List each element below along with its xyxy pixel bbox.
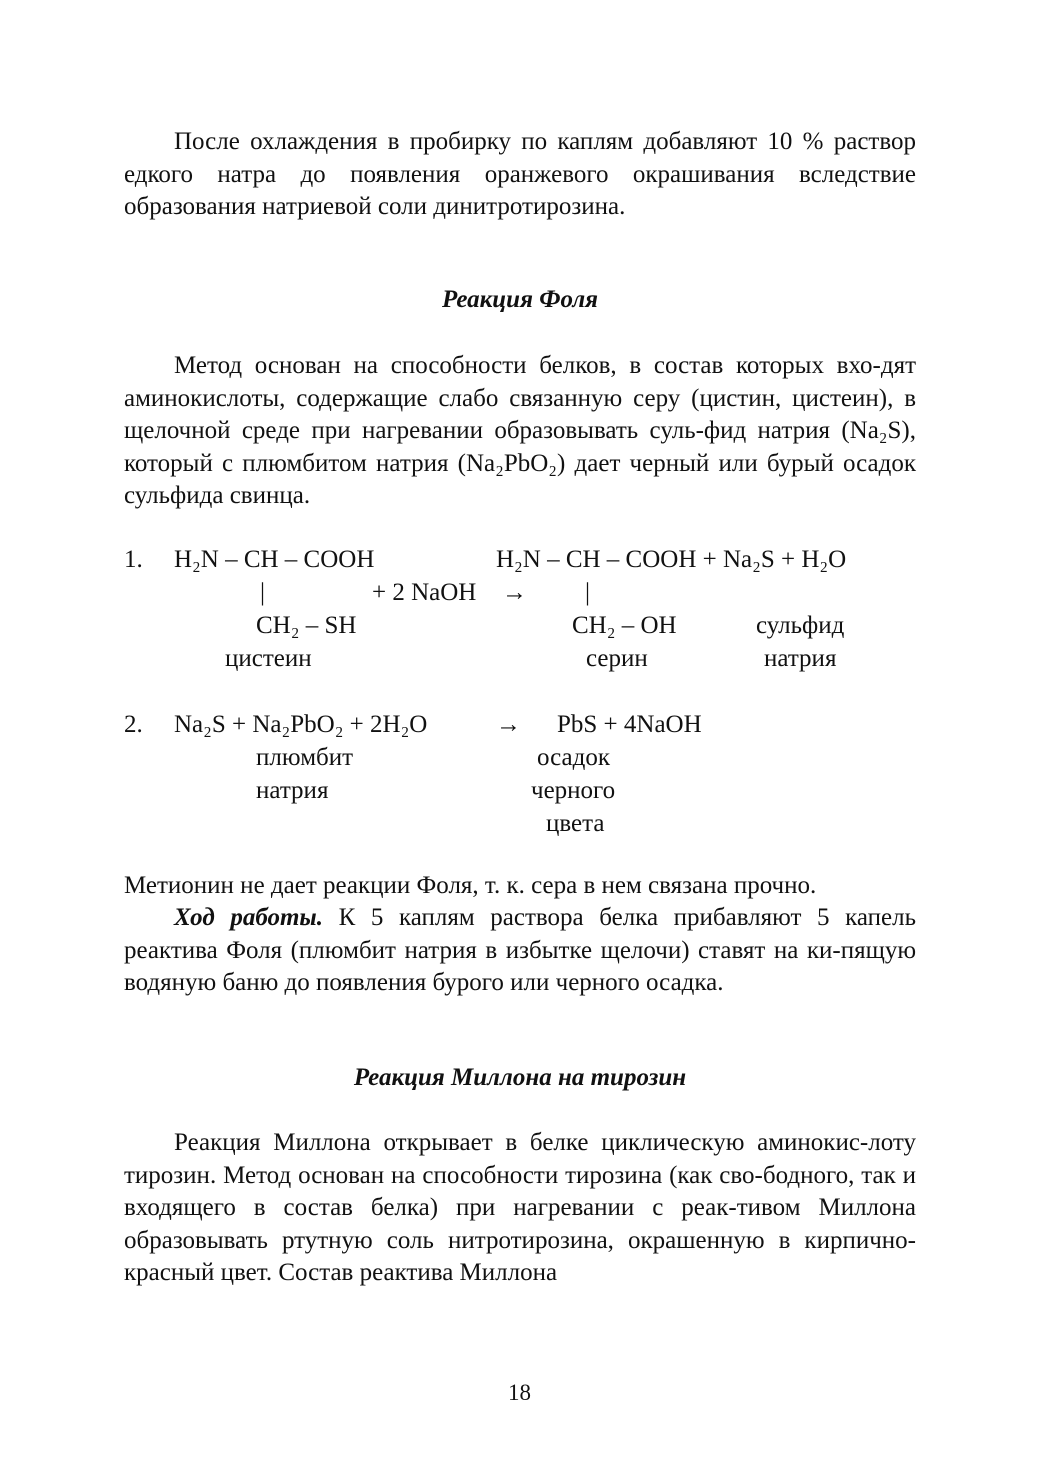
reactants: Na₂S + Na₂PbO₂ + 2H₂O: [174, 711, 428, 738]
heading-millon-reaction: Реакция Миллона на тирозин: [353, 1064, 687, 1091]
cysteine-formula-top: H₂N – CH – COOH: [174, 546, 375, 573]
heading-fol-reaction: Реакция Фоля: [441, 286, 599, 313]
name-cysteine: цистеин: [225, 645, 312, 672]
name-serine: серин: [586, 645, 648, 672]
label-precipitate: осадок: [537, 744, 610, 771]
reaction-arrow: →: [496, 711, 521, 738]
product-label-sulfide: сульфид: [756, 612, 845, 639]
label-sodium: натрия: [256, 777, 329, 804]
label-color: цвета: [546, 810, 605, 837]
bond-bar-right: |: [585, 579, 591, 606]
reagent-naoh: + 2 NaOH: [372, 579, 477, 606]
equation-number: 2.: [124, 711, 143, 738]
serine-formula-top: H₂N – CH – COOH + Na₂S + H₂O: [496, 546, 847, 573]
procedure-lead: Ход работы.: [174, 904, 324, 931]
label-plumbite: плюмбит: [256, 744, 354, 771]
paragraph-cooling: После охлаждения в пробирку по каплям добавляют 10 % раствор едкого натра до появления оранжевого окрашивания вследствие образования натриевой соли динитротирозина.: [124, 128, 916, 221]
bond-bar-left: |: [260, 579, 266, 606]
paragraph-methionine: Метионин не дает реакции Фоля, т. к. сера в нем связана прочно.: [124, 872, 817, 899]
serine-side-chain: CH₂ – OH: [572, 612, 677, 639]
equation-number: 1.: [124, 546, 143, 573]
paragraph-fol-method: Метод основан на способности белков, в состав которых вхо-дят аминокислоты, содержащие слабо связанную серу (цистин, цистеин), в щелочной среде при нагревании образовывать суль-фид натрия (Na₂S), который с плюмбитом натрия (Na₂PbO₂) дает черный или бурый осадок сульфида свинца.: [124, 352, 916, 510]
label-black: черного: [531, 777, 616, 804]
products: PbS + 4NaOH: [557, 711, 702, 738]
cysteine-side-chain: CH₂ – SH: [256, 612, 357, 639]
product-label-sodium: натрия: [764, 645, 837, 672]
paragraph-procedure: Ход работы. К 5 каплям раствора белка прибавляют 5 капель реактива Фоля (плюмбит натрия в избытке щелочи) ставят на ки-пящую водяную баню до появления бурого или черного осадка.: [124, 904, 916, 997]
reaction-arrow: →: [502, 579, 527, 606]
paragraph-millon: Реакция Миллона открывает в белке циклическую аминокис-лоту тирозин. Метод основан на способности тирозина (как сво-бодного, так и входящего в состав белка) при нагревании с реак-тивом Миллона образовывать ртутную соль нитротирозина, окрашенную в кирпично-красный цвет. Состав реактива Миллона: [124, 1129, 916, 1287]
page-number: 18: [508, 1380, 531, 1405]
